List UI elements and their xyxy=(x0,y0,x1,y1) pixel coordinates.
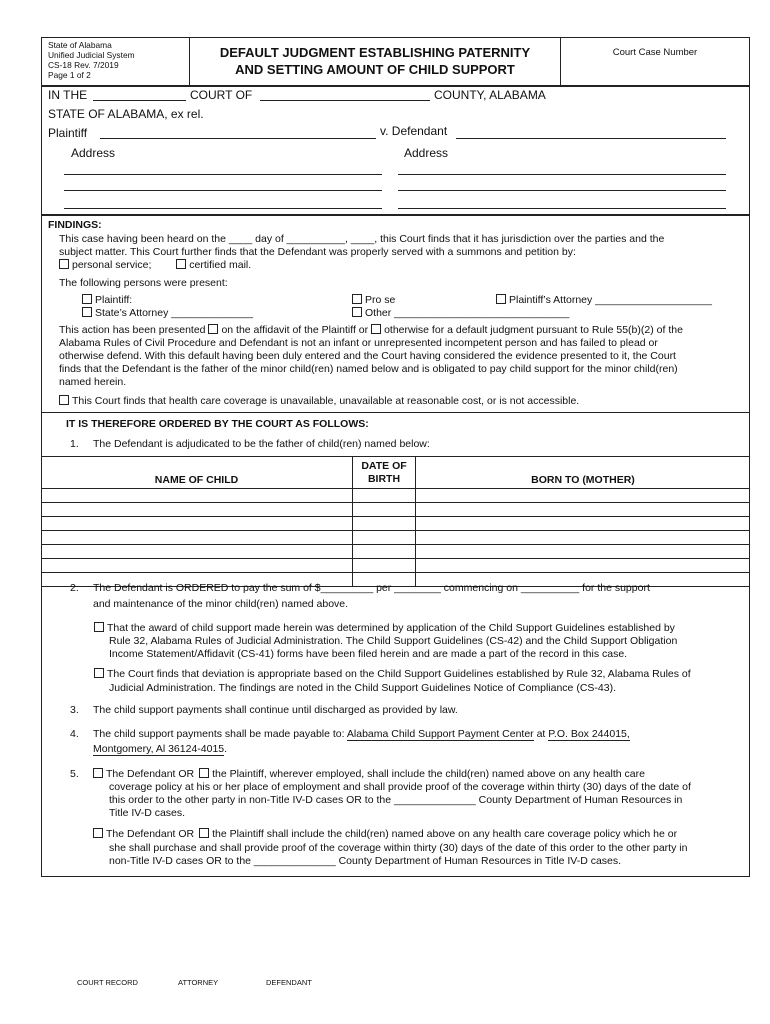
date-of-birth-header: DATE OF BIRTH xyxy=(353,457,416,488)
plaintiff-purchased-coverage-checkbox[interactable] xyxy=(199,828,209,838)
child-dob-cell[interactable] xyxy=(353,503,416,516)
county-name-field[interactable] xyxy=(260,90,430,101)
plaintiff-label: Plaintiff xyxy=(48,126,88,140)
child-mother-cell[interactable] xyxy=(416,517,750,530)
footer-attorney: ATTORNEY xyxy=(178,978,219,987)
child-name-cell[interactable] xyxy=(41,489,353,502)
findings-heading: FINDINGS: xyxy=(48,219,102,231)
plaintiff-address-label: Address xyxy=(71,146,116,160)
form-number: CS-18 Rev. 7/2019 xyxy=(48,60,119,70)
affidavit-checkbox[interactable] xyxy=(208,324,218,334)
plaintiffs-attorney-checkbox[interactable] xyxy=(496,294,506,304)
child-dob-cell[interactable] xyxy=(353,559,416,572)
county-label: COUNTY, ALABAMA xyxy=(434,88,546,102)
presented-line3: otherwise defend. With this default having been duly entered and the Court having considered the evidence presented to it, the Court xyxy=(59,350,676,362)
order-5a-line2: coverage policy at his or her place of employment and shall provide proof of the coverage within thirty (30) days of the date of xyxy=(109,781,691,793)
plaintiff-employer-coverage-checkbox[interactable] xyxy=(199,768,209,778)
born-to-mother-header: BORN TO (MOTHER) xyxy=(531,474,635,486)
child-name-cell[interactable] xyxy=(41,545,353,558)
section-divider xyxy=(41,412,750,413)
pro-se-checkbox[interactable] xyxy=(352,294,362,304)
presented-line4: finds that the Defendant is the father of the minor child(ren) named below and is obligated to pay child support for the minor child(ren) xyxy=(59,363,678,375)
guidelines-checkbox[interactable] xyxy=(94,622,104,632)
order-5-number: 5. xyxy=(70,768,79,780)
agency-line: State of Alabama xyxy=(48,40,112,50)
states-attorney-checkbox[interactable] xyxy=(82,307,92,317)
payee-name: Alabama Child Support Payment Center xyxy=(346,728,534,740)
persons-present-label: The following persons were present: xyxy=(59,277,228,289)
table-row xyxy=(41,489,750,503)
child-mother-cell[interactable] xyxy=(416,503,750,516)
order-5a-line4: Title IV-D cases. xyxy=(109,807,186,819)
plaintiffs-attorney-option: Plaintiff’s Attorney ____________________ xyxy=(496,294,712,308)
child-dob-cell[interactable] xyxy=(353,545,416,558)
footer-defendant: DEFENDANT xyxy=(266,978,312,987)
order-4-line2: Montgomery, Al 36124-4015. xyxy=(93,743,228,755)
court-type-field[interactable] xyxy=(93,90,186,101)
order-5a-line3: this order to the other party in non-Title IV-D cases OR to the ______________ County Department of Human Resources in xyxy=(109,794,683,806)
order-2-number: 2. xyxy=(70,582,79,594)
name-of-child-header: NAME OF CHILD xyxy=(41,457,353,488)
health-coverage-finding: This Court finds that health care coverage is unavailable, unavailable at reasonable cost, or is not accessible. xyxy=(59,395,579,409)
other-present-checkbox[interactable] xyxy=(352,307,362,317)
defendant-employer-coverage-checkbox[interactable] xyxy=(93,768,103,778)
footer-court-record: COURT RECORD xyxy=(77,978,138,987)
presented-line2: Alabama Rules of Civil Procedure and Defendant is not an infant or unrepresented incompetent person and has failed to plead or xyxy=(59,337,658,349)
personal-service-checkbox[interactable] xyxy=(59,259,69,269)
presented-line5: named herein. xyxy=(59,376,127,388)
child-dob-cell[interactable] xyxy=(353,489,416,502)
order-2-line2: and maintenance of the minor child(ren) named above. xyxy=(93,598,349,610)
child-mother-cell[interactable] xyxy=(416,545,750,558)
defendant-address-line[interactable] xyxy=(398,180,726,191)
order-3-text: The child support payments shall continue until discharged as provided by law. xyxy=(93,704,458,716)
presented-line1: This action has been presented on the affidavit of the Plaintiff or otherwise for a default judgment pursuant to Rule 55(b)(2) of the xyxy=(59,324,683,336)
child-name-cell[interactable] xyxy=(41,503,353,516)
guidelines-option: That the award of child support made herein was determined by application of the Child Support Guidelines established by xyxy=(94,622,675,636)
plaintiff-address-line[interactable] xyxy=(64,198,382,209)
order-3-number: 3. xyxy=(70,704,79,716)
plaintiff-address-line[interactable] xyxy=(64,164,382,175)
health-coverage-checkbox[interactable] xyxy=(59,395,69,405)
form-header xyxy=(41,37,750,86)
caption-box xyxy=(41,86,750,215)
guidelines-line3: Income Statement/Affidavit (CS-41) forms have been filed herein and are made a part of the record in this case. xyxy=(109,648,628,660)
findings-heard-line2: subject matter. This Court further finds that the Defendant was properly served with a summons and petition by: xyxy=(59,246,576,258)
case-number-label: Court Case Number xyxy=(612,47,698,58)
state-ex-rel-label: STATE OF ALABAMA, ex rel. xyxy=(48,107,204,121)
defendant-address-label: Address xyxy=(404,146,449,160)
order-2-line1: The Defendant is ORDERED to pay the sum of $_________ per ________ commencing on __________ for the support xyxy=(93,582,650,594)
agency-line: Unified Judicial System xyxy=(48,50,135,60)
defendant-address-line[interactable] xyxy=(398,164,726,175)
states-attorney-option: State’s Attorney ______________ xyxy=(82,307,253,321)
page-count: Page 1 of 2 xyxy=(48,70,91,80)
plaintiff-name-field[interactable] xyxy=(100,128,376,139)
findings-heard-line1: This case having been heard on the ____ day of __________, ____, this Court finds that it has jurisdiction over the parties and the xyxy=(59,233,665,245)
case-number-cell[interactable] xyxy=(561,38,749,85)
child-dob-cell[interactable] xyxy=(353,517,416,530)
otherwise-checkbox[interactable] xyxy=(371,324,381,334)
v-defendant-label: v. Defendant xyxy=(380,124,448,138)
table-header-row xyxy=(41,457,750,489)
in-the-label: IN THE xyxy=(48,88,88,102)
order-1-number: 1. xyxy=(70,438,79,450)
form-title: DEFAULT JUDGMENT ESTABLISHING PATERNITY AND SETTING AMOUNT OF CHILD SUPPORT xyxy=(190,38,561,85)
children-table xyxy=(41,456,750,587)
table-row xyxy=(41,531,750,545)
payee-po-box: P.O. Box 244015, xyxy=(548,728,630,740)
order-5b-line1: The Defendant OR the Plaintiff shall include the child(ren) named above on any health care coverage policy which he or xyxy=(93,828,677,842)
agency-block xyxy=(42,38,190,85)
deviation-line2: Judicial Administration. The findings are noted in the Child Support Guidelines Notice of Compliance (CS-43). xyxy=(109,682,616,694)
order-4-line1: The child support payments shall be made payable to: Alabama Child Support Payment Center at P.O. Box 244015, xyxy=(93,728,630,740)
pro-se-option: Pro se xyxy=(352,294,395,308)
order-5b-line3: non-Title IV-D cases OR to the ______________ County Department of Human Resources in Title IV-D cases. xyxy=(109,855,622,867)
child-name-cell[interactable] xyxy=(41,517,353,530)
plaintiff-address-line[interactable] xyxy=(64,180,382,191)
plaintiff-present-checkbox[interactable] xyxy=(82,294,92,304)
orders-heading: IT IS THEREFORE ORDERED BY THE COURT AS FOLLOWS: xyxy=(66,418,369,430)
service-options: personal service; certified mail. xyxy=(59,259,251,273)
certified-mail-checkbox[interactable] xyxy=(176,259,186,269)
order-5b-line2: she shall purchase and shall provide proof of the coverage within thirty (30) days of the date of this order to the other party in xyxy=(109,842,688,854)
child-name-cell[interactable] xyxy=(41,531,353,544)
court-of-label: COURT OF xyxy=(190,88,253,102)
child-mother-cell[interactable] xyxy=(416,531,750,544)
table-row xyxy=(41,503,750,517)
plaintiff-present: Plaintiff: xyxy=(82,294,132,308)
payee-city: Montgomery, Al 36124-4015 xyxy=(93,743,225,755)
order-1-text: The Defendant is adjudicated to be the father of child(ren) named below: xyxy=(93,438,430,450)
table-row xyxy=(41,545,750,559)
order-4-number: 4. xyxy=(70,728,79,740)
deviation-option: The Court finds that deviation is appropriate based on the Child Support Guidelines established by Rule 32, Alabama Rules of xyxy=(94,668,691,682)
table-row xyxy=(41,559,750,573)
child-mother-cell[interactable] xyxy=(416,489,750,502)
other-present-option: Other ______________________________ xyxy=(352,307,569,321)
defendant-address-line[interactable] xyxy=(398,198,726,209)
defendant-purchased-coverage-checkbox[interactable] xyxy=(93,828,103,838)
guidelines-line2: Rule 32, Alabama Rules of Judicial Administration. The Child Support Guidelines (CS-42) and the Child Support Obligation xyxy=(109,635,678,647)
child-mother-cell[interactable] xyxy=(416,559,750,572)
deviation-checkbox[interactable] xyxy=(94,668,104,678)
table-row xyxy=(41,517,750,531)
defendant-name-field[interactable] xyxy=(456,128,726,139)
order-5a-line1: The Defendant OR the Plaintiff, wherever employed, shall include the child(ren) named above on any health care xyxy=(93,768,645,782)
child-dob-cell[interactable] xyxy=(353,531,416,544)
child-name-cell[interactable] xyxy=(41,559,353,572)
